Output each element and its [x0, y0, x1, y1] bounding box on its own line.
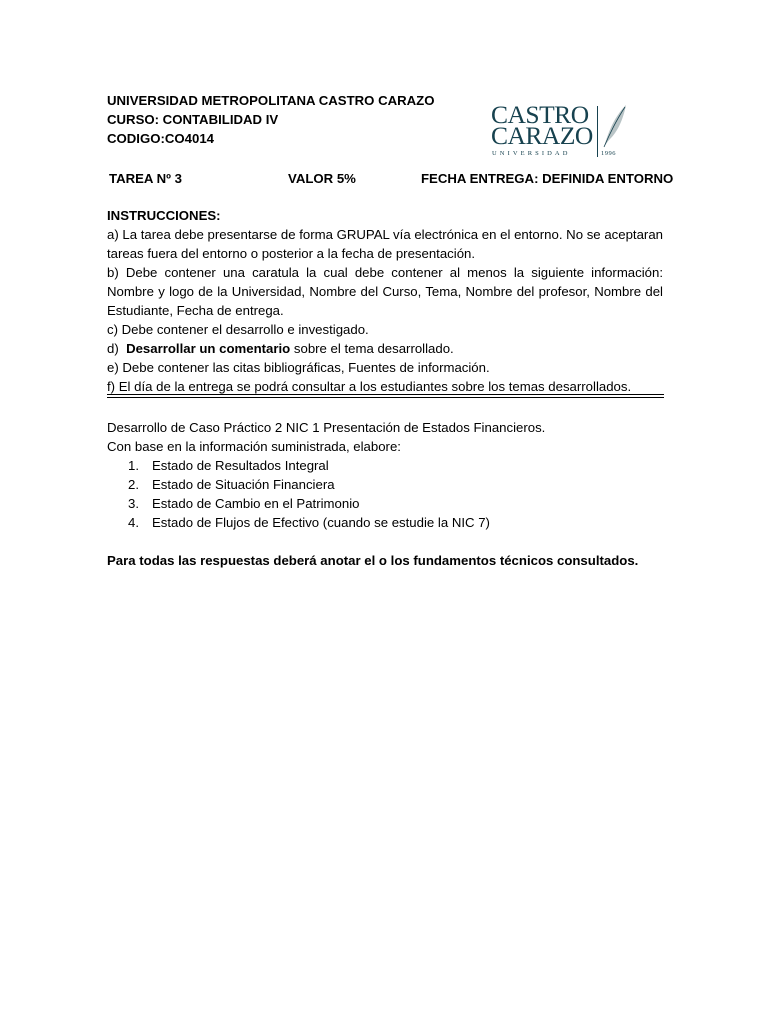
list-item-text: Estado de Flujos de Efectivo (cuando se estudie la NIC 7) — [152, 515, 490, 530]
assignment-row — [107, 169, 674, 188]
list-item-text: Estado de Cambio en el Patrimonio — [152, 496, 360, 511]
list-item-text: Estado de Situación Financiera — [152, 477, 335, 492]
instruction-a: a) La tarea debe presentarse de forma GRUPAL vía electrónica en el entorno. No se aceptaran tareas fuera del entorno o posterior a la fecha de presentación. — [107, 227, 663, 261]
feather-icon — [600, 103, 630, 149]
instruction-d-rest: sobre el tema desarrollado. — [290, 341, 454, 356]
logo-word-carazo: CARAZO — [491, 121, 593, 150]
list-item-number: 2. — [128, 477, 139, 492]
list-item — [107, 513, 663, 532]
instruction-c: c) Debe contener el desarrollo e investigado. — [107, 322, 369, 337]
university-name: UNIVERSIDAD METROPOLITANA CASTRO CARAZO — [107, 93, 435, 108]
instruction-b: b) Debe contener una caratula la cual debe contener al menos la siguiente información: Nombre y logo de la Universidad, Nombre del Curso, Tema, Nombre del profesor, Nombre del Estudiante, Fecha de entrega. — [107, 265, 663, 318]
instruction-d — [107, 339, 663, 358]
course-code: CODIGO:CO4014 — [107, 131, 214, 146]
list-item-text: Estado de Resultados Integral — [152, 458, 329, 473]
list-item-number: 1. — [128, 458, 139, 473]
course-name: CURSO: CONTABILIDAD IV — [107, 112, 279, 127]
divider-line — [107, 394, 664, 395]
instruction-e: e) Debe contener las citas bibliográficas, Fuentes de información. — [107, 360, 490, 375]
logo-subtitle: UNIVERSIDAD — [492, 150, 571, 157]
instruction-d-prefix: d) — [107, 341, 127, 356]
logo-year: 1996 — [601, 150, 616, 157]
list-item — [107, 494, 663, 513]
closing-note: Para todas las respuestas deberá anotar el o los fundamentos técnicos consultados. — [107, 553, 639, 568]
statements-list — [107, 456, 663, 532]
task-number: TAREA Nº 3 — [109, 171, 182, 186]
logo-divider — [597, 106, 598, 157]
task-value: VALOR 5% — [288, 171, 356, 186]
case-intro: Desarrollo de Caso Práctico 2 NIC 1 Presentación de Estados Financieros. — [107, 420, 546, 435]
list-item — [107, 456, 663, 475]
list-item-number: 4. — [128, 515, 139, 530]
instructions-title: INSTRUCCIONES: — [107, 208, 221, 223]
due-date: FECHA ENTREGA: DEFINIDA ENTORNO — [421, 171, 674, 186]
case-section — [107, 418, 663, 532]
instruction-f: f) El día de la entrega se podrá consultar a los estudiantes sobre los temas desarrollados. — [107, 379, 632, 394]
list-item — [107, 475, 663, 494]
logo-word-castro: CASTRO — [491, 100, 589, 129]
instructions-section — [107, 206, 663, 396]
divider-line-double — [107, 397, 664, 398]
list-item-number: 3. — [128, 496, 139, 511]
university-logo — [491, 100, 631, 161]
case-instruction: Con base en la información suministrada, elabore: — [107, 439, 401, 454]
instruction-d-bold: Desarrollar un comentario — [126, 341, 291, 356]
